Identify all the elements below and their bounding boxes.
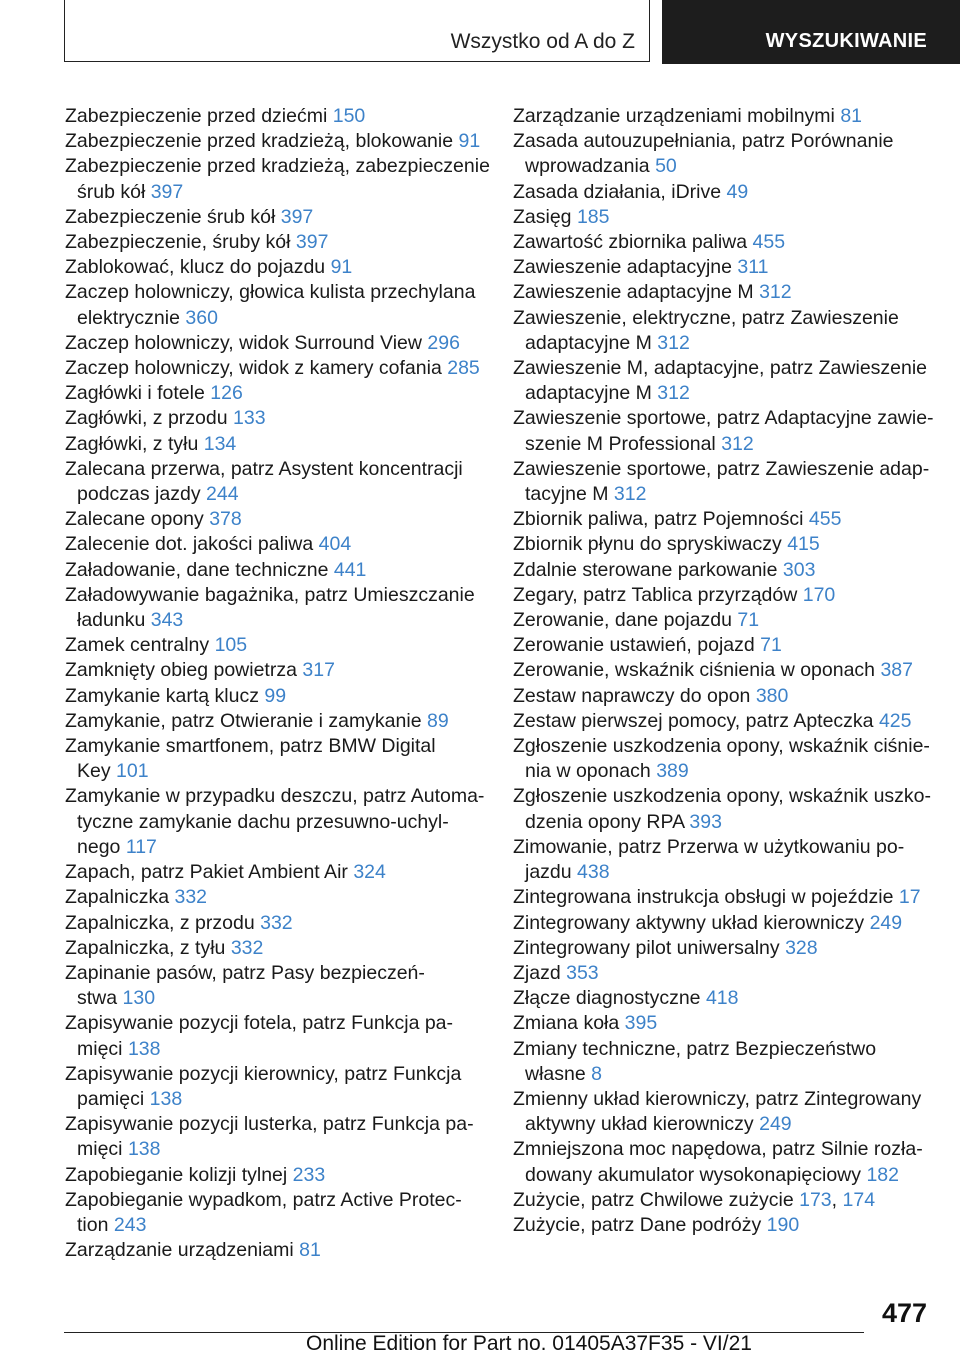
- index-entry: [65, 432, 485, 457]
- index-entry: [513, 255, 933, 280]
- page-reference-link[interactable]: 425: [878, 709, 912, 732]
- entry-text: Zużycie, patrz Dane podróży: [513, 1213, 762, 1236]
- page-reference-link[interactable]: 360: [185, 306, 218, 329]
- index-entry: [513, 961, 933, 986]
- page-reference-link[interactable]: 303: [782, 558, 816, 581]
- index-entry: [513, 684, 933, 709]
- entry-text: jazdu: [525, 861, 572, 884]
- entry-text: pamięci: [77, 1087, 145, 1110]
- page-reference-link[interactable]: 353: [566, 961, 599, 984]
- page-reference-link[interactable]: 49: [726, 180, 749, 203]
- entry-text: Zagłówki i fotele: [65, 382, 205, 405]
- entry-text: Zestaw pierwszej pomocy, patrz Apteczka: [513, 709, 874, 732]
- entry-text: Zużycie, patrz Chwilowe zużycie: [513, 1188, 794, 1211]
- page-reference-link[interactable]: 378: [209, 508, 242, 531]
- entry-text: Zabezpieczenie przed kradzieżą, blokowanie: [65, 130, 454, 153]
- page-reference-link[interactable]: 285: [447, 357, 480, 380]
- index-entry: [65, 381, 485, 406]
- entry-text: Zapobieganie wypadkom, patrz Active Protec-: [65, 1188, 462, 1211]
- index-entry: [513, 583, 933, 608]
- page-reference-link[interactable]: 117: [125, 835, 157, 858]
- entry-text: Zbiornik paliwa, patrz Pojemności: [513, 508, 804, 531]
- entry-text: aktywny układ kierowniczy: [525, 1113, 754, 1136]
- entry-text: Zagłówki, z przodu: [65, 407, 228, 430]
- entry-text: mięci: [77, 1037, 123, 1060]
- entry-text: Zintegrowany pilot uniwersalny: [513, 936, 780, 959]
- entry-text: Zaczep holowniczy, widok z kamery cofania: [65, 357, 442, 380]
- index-entry: [65, 558, 485, 583]
- page-reference-link[interactable]: 174: [842, 1188, 876, 1211]
- entry-text: nia w oponach: [525, 760, 651, 783]
- index-entry: [65, 154, 490, 204]
- page-reference-link[interactable]: 438: [577, 861, 610, 884]
- index-entry: [65, 633, 485, 658]
- entry-text: Zawartość zbiornika paliwa: [513, 231, 748, 254]
- entry-text: Zamek centralny: [65, 634, 210, 657]
- index-entry: [513, 734, 933, 784]
- entry-text: Zasada autouzupełniania, patrz Porównanie: [513, 130, 894, 153]
- index-column-left: [65, 104, 490, 1263]
- entry-text: Zawieszenie M, adaptacyjne, patrz Zawieszenie: [513, 357, 928, 380]
- entry-text: tion: [77, 1213, 109, 1236]
- index-entry: [65, 734, 485, 784]
- page-reference-link[interactable]: 296: [427, 331, 460, 354]
- page-reference-link[interactable]: 249: [759, 1113, 792, 1136]
- page-reference-link[interactable]: 332: [174, 886, 208, 909]
- entry-text: Zmiany techniczne, patrz Bezpieczeństwo: [513, 1037, 877, 1060]
- page-number: 477: [881, 1298, 927, 1328]
- index-entry: [513, 633, 933, 658]
- entry-text: Zamknięty obieg powietrza: [65, 659, 297, 682]
- page-reference-link[interactable]: 418: [705, 987, 739, 1010]
- page-reference-link[interactable]: 138: [149, 1087, 183, 1110]
- entry-text: Zawieszenie, elektryczne, patrz Zawieszenie: [513, 306, 899, 329]
- index-entry: [65, 911, 485, 936]
- page-reference-link[interactable]: 133: [233, 407, 266, 430]
- index-entry: [513, 280, 933, 305]
- entry-text: Zapinanie pasów, patrz Pasy bezpieczeń-: [65, 961, 425, 984]
- entry-text: Zasięg: [513, 205, 572, 228]
- entry-text: nego: [77, 835, 121, 858]
- index-entry: [513, 180, 933, 205]
- entry-text: wprowadzania: [525, 155, 650, 178]
- page-reference-link[interactable]: 397: [280, 205, 314, 228]
- entry-text: Załadowanie, dane techniczne: [65, 558, 329, 581]
- index-entry: [65, 784, 485, 860]
- entry-text: Zapisywanie pozycji kierownicy, patrz Funkcja: [65, 1062, 462, 1085]
- entry-text: Zgłoszenie uszkodzenia opony, wskaźnik uszko-: [513, 785, 932, 808]
- page-reference-link[interactable]: 441: [333, 558, 367, 581]
- header-section-frame: [64, 0, 650, 62]
- index-entry: [513, 1137, 933, 1187]
- index-entry: [65, 1011, 485, 1061]
- page-reference-link[interactable]: 455: [752, 231, 786, 254]
- index-entry: [513, 507, 933, 532]
- index-entry: [65, 255, 485, 280]
- page-reference-link[interactable]: 91: [458, 130, 481, 153]
- section-title: Wszystko od A do Z: [450, 30, 635, 53]
- index-entry: [513, 230, 933, 255]
- entry-text: Zintegrowany aktywny układ kierowniczy: [513, 911, 865, 934]
- page-reference-link[interactable]: 81: [840, 105, 863, 127]
- page-reference-link[interactable]: 89: [426, 709, 449, 732]
- page-reference-link[interactable]: 395: [624, 1012, 658, 1035]
- entry-text: Zagłówki, z tyłu: [65, 432, 199, 455]
- index-column-right: [513, 104, 933, 1238]
- entry-text: Zamykanie, patrz Otwieranie i zamykanie: [65, 709, 422, 732]
- entry-text: stwa: [77, 987, 118, 1010]
- entry-text: Zalecana przerwa, patrz Asystent koncentracji: [65, 457, 463, 480]
- page-reference-link[interactable]: 99: [264, 684, 287, 707]
- index-entry: [513, 558, 933, 583]
- index-entry: [513, 986, 933, 1011]
- index-entry: [65, 1062, 485, 1112]
- entry-text: Zaczep holowniczy, widok Surround View: [65, 331, 422, 354]
- page-reference-link[interactable]: 243: [113, 1213, 147, 1236]
- index-entry: [65, 104, 485, 129]
- index-entry: [65, 205, 485, 230]
- entry-text: adaptacyjne M: [525, 331, 652, 354]
- index-entry: [513, 532, 933, 557]
- page-reference-link[interactable]: 138: [127, 1037, 161, 1060]
- index-entry: [513, 885, 933, 910]
- entry-text: elektrycznie: [77, 306, 180, 329]
- page-reference-link[interactable]: 328: [785, 936, 818, 959]
- index-entry: [65, 532, 485, 557]
- entry-text: Zapalniczka, z tyłu: [65, 936, 226, 959]
- entry-text: szenie M Professional: [525, 432, 716, 455]
- entry-text: dzenia opony RPA: [525, 810, 684, 833]
- page-reference-link[interactable]: 311: [737, 256, 769, 279]
- entry-text: Zapalniczka, z przodu: [65, 911, 255, 934]
- index-entry: [513, 1213, 933, 1238]
- page-reference-link[interactable]: 105: [214, 634, 248, 657]
- index-entry: [513, 1037, 933, 1087]
- index-entry: [513, 104, 933, 129]
- page-reference-link[interactable]: 91: [330, 256, 353, 279]
- index-entry: [65, 885, 485, 910]
- entry-text: podczas jazdy: [77, 483, 201, 506]
- page-reference-link[interactable]: 317: [302, 659, 335, 682]
- index-entry: [65, 1163, 485, 1188]
- page-reference-link[interactable]: 150: [332, 105, 366, 127]
- entry-text: Zapisywanie pozycji fotela, patrz Funkcja pa-: [65, 1012, 454, 1035]
- entry-text: Zarządzanie urządzeniami: [65, 1239, 294, 1262]
- entry-text: Zdalnie sterowane parkowanie: [513, 558, 778, 581]
- entry-text: Zerowanie, dane pojazdu: [513, 609, 732, 632]
- entry-text: Zapobieganie kolizji tylnej: [65, 1163, 288, 1186]
- index-entry: [65, 1188, 485, 1238]
- page-reference-link[interactable]: 393: [689, 810, 722, 833]
- index-entry: [65, 936, 485, 961]
- page-reference-link[interactable]: 182: [866, 1163, 899, 1186]
- page-reference-link[interactable]: 126: [210, 382, 243, 405]
- entry-text: Zawieszenie adaptacyjne: [513, 256, 732, 279]
- entry-text: Zerowanie, wskaźnik ciśnienia w oponach: [513, 659, 876, 682]
- index-entry: [65, 658, 485, 683]
- index-entry: [65, 684, 485, 709]
- index-entry: [65, 961, 485, 1011]
- edition-text: Online Edition for Part no. 01405A37F35 - VI/21: [306, 1332, 752, 1355]
- index-entry: [65, 331, 485, 356]
- entry-text: Załadowywanie bagażnika, patrz Umieszczanie: [65, 583, 475, 606]
- index-entry: [513, 1011, 933, 1036]
- index-entry: [65, 507, 485, 532]
- entry-text: Zasada działania, iDrive: [513, 180, 722, 203]
- index-entry: [513, 608, 933, 633]
- entry-text: Zmienny układ kierowniczy, patrz Zintegrowany: [513, 1087, 922, 1110]
- entry-text: Zawieszenie adaptacyjne M: [513, 281, 754, 304]
- entry-text: Zmniejszona moc napędowa, patrz Silnie rozła-: [513, 1138, 923, 1161]
- page-reference-link[interactable]: 312: [613, 483, 647, 506]
- page-reference-link[interactable]: 332: [260, 911, 293, 934]
- entry-text: Złącze diagnostyczne: [513, 987, 701, 1010]
- entry-text: Zmiana koła: [513, 1012, 620, 1035]
- index-entry: [65, 1112, 485, 1162]
- page-reference-link[interactable]: 71: [760, 634, 782, 657]
- page-reference-link[interactable]: 343: [150, 609, 184, 632]
- page-reference-link[interactable]: 233: [292, 1163, 326, 1186]
- search-tab[interactable]: [662, 0, 960, 64]
- index-entry: [65, 230, 485, 255]
- entry-text: Zalecane opony: [65, 508, 204, 531]
- entry-text: Zaczep holowniczy, głowica kulista przechylana: [65, 281, 476, 304]
- page-reference-link[interactable]: 397: [295, 231, 329, 254]
- index-entry: [65, 583, 485, 633]
- page-reference-link[interactable]: 312: [657, 382, 690, 405]
- entry-text: Zawieszenie sportowe, patrz Zawieszenie adap-: [513, 457, 930, 480]
- index-entry: [65, 1238, 485, 1263]
- page-reference-link[interactable]: 249: [869, 911, 903, 934]
- page-reference-link[interactable]: 101: [116, 760, 149, 783]
- page-reference-link[interactable]: 312: [657, 331, 690, 354]
- index-entry: [65, 457, 485, 507]
- entry-text: Zerowanie ustawień, pojazd: [513, 634, 755, 657]
- entry-text: Zjazd: [513, 961, 561, 984]
- entry-text: Zawieszenie sportowe, patrz Adaptacyjne zawie-: [513, 407, 934, 430]
- index-entry: [513, 658, 933, 683]
- index-entry: [65, 129, 485, 154]
- page-reference-link[interactable]: 387: [880, 659, 913, 682]
- page-reference-link[interactable]: 380: [755, 684, 789, 707]
- index-entry: [65, 356, 485, 381]
- index-entry: [65, 860, 485, 885]
- entry-text: mięci: [77, 1138, 123, 1161]
- page-reference-link[interactable]: 81: [299, 1239, 321, 1262]
- entry-text: Zabezpieczenie przed dziećmi: [65, 105, 328, 127]
- page-reference-link[interactable]: 324: [353, 861, 386, 884]
- index-entry: [513, 709, 933, 734]
- page-reference-link[interactable]: 138: [127, 1138, 161, 1161]
- page-reference-link[interactable]: 312: [721, 432, 754, 455]
- index-entry: [513, 306, 933, 356]
- entry-text: śrub kół: [77, 180, 146, 203]
- entry-text: Zamykanie w przypadku deszczu, patrz Automa-: [65, 785, 485, 808]
- entry-text: Zabezpieczenie przed kradzieżą, zabezpieczenie: [65, 155, 490, 178]
- index-entry: [65, 406, 485, 431]
- page-reference-link[interactable]: 244: [206, 483, 239, 506]
- entry-text: dowany akumulator wysokonapięciowy: [525, 1163, 862, 1186]
- index-entry: [513, 911, 933, 936]
- entry-text: Zabezpieczenie śrub kół: [65, 205, 276, 228]
- entry-text: Zapalniczka: [65, 886, 170, 909]
- page-reference-link[interactable]: 312: [759, 281, 792, 304]
- page-reference-link[interactable]: 389: [656, 760, 689, 783]
- entry-text: Zablokować, klucz do pojazdu: [65, 256, 326, 279]
- entry-text: Zbiornik płynu do spryskiwaczy: [513, 533, 782, 556]
- index-entry: [513, 936, 933, 961]
- index-entry: [513, 457, 933, 507]
- entry-text: Zapach, patrz Pakiet Ambient Air: [65, 861, 348, 884]
- page-reference-link[interactable]: 332: [230, 936, 264, 959]
- page-reference-link[interactable]: 130: [122, 987, 156, 1010]
- page-reference-link[interactable]: 50: [655, 155, 677, 178]
- index-entry: [513, 1087, 933, 1137]
- page-reference-link[interactable]: 404: [318, 533, 352, 556]
- page-reference-link[interactable]: 455: [808, 508, 842, 531]
- index-entry: [65, 280, 485, 330]
- entry-text: Zarządzanie urządzeniami mobilnymi: [513, 105, 835, 127]
- entry-text: Zintegrowana instrukcja obsługi w pojeździe: [513, 886, 894, 909]
- entry-text: Zamykanie kartą klucz: [65, 684, 259, 707]
- page-reference-link[interactable]: 134: [203, 432, 237, 455]
- entry-text: Zgłoszenie uszkodzenia opony, wskaźnik ciśnie-: [513, 735, 930, 758]
- entry-text: Zalecenie dot. jakości paliwa: [65, 533, 314, 556]
- index-entry: [513, 129, 933, 179]
- entry-text: Zimowanie, patrz Przerwa w użytkowaniu po-: [513, 835, 905, 858]
- index-entry: [513, 835, 933, 885]
- page-reference-link[interactable]: 170: [802, 583, 836, 606]
- entry-text: Key: [77, 760, 111, 783]
- page-reference-link[interactable]: 397: [150, 180, 184, 203]
- entry-text: tyczne zamykanie dachu przesuwno-uchyl-: [77, 810, 449, 833]
- entry-text: ładunku: [77, 609, 146, 632]
- index-entry: [513, 406, 933, 456]
- page-reference-link[interactable]: 185: [576, 205, 610, 228]
- entry-text: tacyjne M: [525, 483, 609, 506]
- entry-text: Zegary, patrz Tablica przyrządów: [513, 583, 798, 606]
- page-reference-link[interactable]: 8: [591, 1062, 602, 1085]
- page-reference-link[interactable]: 71: [737, 609, 760, 632]
- entry-text: Zapisywanie pozycji lusterka, patrz Funkcja pa-: [65, 1113, 474, 1136]
- entry-text: Zabezpieczenie, śruby kół: [65, 231, 291, 254]
- page-reference-link[interactable]: 190: [766, 1213, 800, 1236]
- index-entry: [65, 709, 485, 734]
- page-reference-link[interactable]: 173: [799, 1188, 832, 1211]
- page-reference-link[interactable]: 415: [787, 533, 820, 556]
- search-tab-label: WYSZUKIWANIE: [765, 30, 927, 52]
- index-entry: [513, 784, 933, 834]
- entry-text: Zamykanie smartfonem, patrz BMW Digital: [65, 735, 436, 758]
- entry-text: adaptacyjne M: [525, 382, 652, 405]
- index-entry: Zużycie, patrz Chwilowe zużycie 173, 174: [513, 1188, 876, 1211]
- index-entry: [513, 205, 933, 230]
- page-reference-link[interactable]: 17: [898, 886, 921, 909]
- entry-text: własne: [525, 1062, 586, 1085]
- entry-text: Zestaw naprawczy do opon: [513, 684, 751, 707]
- index-entry: [513, 356, 933, 406]
